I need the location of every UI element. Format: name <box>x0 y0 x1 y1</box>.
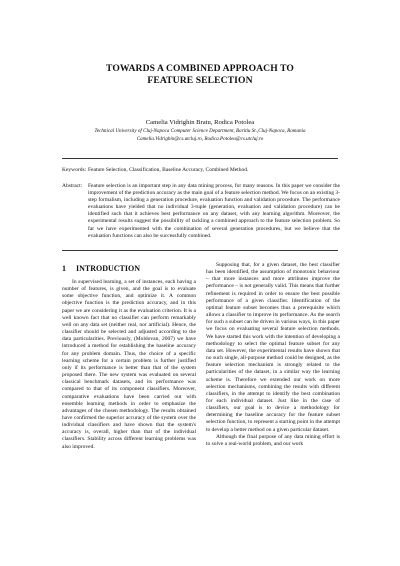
author-emails: Camelia.Vidrighin@cs.utcluj.ro, Rodica.Potolea@cs.utcluj.ro <box>136 135 264 142</box>
section-title: INTRODUCTION <box>76 264 141 273</box>
section-heading <box>62 264 140 273</box>
affiliation: Technical University of Cluj-Napoca Computer Science Department, Baritiu St.,Cluj-Napoca, Romania <box>94 128 306 134</box>
authors: Camelia Vidrighin Bratu, Rodica Potolea <box>145 119 255 126</box>
divider-bottom <box>62 250 338 251</box>
abstract-text: Feature selection is an important step in any data mining process, for many reasons. In this paper we consider the improvement of the prediction accuracy as the main goal of a feature selection method. We focus on an existing 3-step formalism, including a generation procedure, evaluation function and validation procedure. The performance evaluations have yielded that no individual 3-tuple (generation, evaluation and validation procedure) can be identified such that it achieves best performance on any dataset, with any learning algorithm. Moreover, the experimental results suggest the possibility of tackling a combined approach to the feature selection problem. So far we have experimented with the combination of several generation procedures, but we believe that the evaluation functions can also be successfully combined. <box>88 183 340 239</box>
abstract-label: Abstract: <box>62 183 83 189</box>
keywords-label: Keywords: <box>62 167 87 173</box>
title-line-1: TOWARDS A COMBINED APPROACH TO <box>106 63 294 74</box>
paper-title <box>40 63 360 87</box>
left-column <box>62 279 196 451</box>
keywords-text: Feature Selection, Classification, Baseline Accuracy, Combined Method. <box>88 167 249 173</box>
section-number: 1 <box>62 264 66 273</box>
right-paragraph-1: Supposing that, for a given dataset, the best classifier has been identified, the assumption of monotonic behaviour – that more instances and more attributes improve the performance – is not generally valid. This means that further refinement is required in order to ensure the best possible performance of a given classifier. Identification of the optimal feature subset becomes thus a prerequisite which allows a classifier to improve its performance. As the search for such a subset can be driven in various ways, in this paper we focus on evaluating several feature selection methods. We have started this work with the intention of developing a methodology to select the optimal feature subset for any data set. However, the experimental results have shown that no such single, all-purpose method could be designed, as the feature selection mechanism is strongly related to the particularities of the dataset, in a similar way the learning scheme is. Therefore we extended our work on more selection mechanisms, combining the results with different classifiers, in the attempt to identify the best combination for each individual dataset. Just like in the case of classifiers, our goal is to device a methodology for determining the baseline accuracy for the feature subset selection function, to represent a starting point in the attempt to develop a better method on a given particular dataset. <box>206 262 340 433</box>
right-paragraph-2: Although the final purpose of any data mining effort is to solve a real-world problem, and our work <box>206 433 340 447</box>
divider-top <box>62 158 338 159</box>
left-paragraph-1: In supervised learning, a set of instances, each having a number of features, is given, and the goal is to evaluate some objective function, and optimize it. A common objective function is the prediction accuracy, and in this paper we are considering it as the evaluation criterion. It is a well known fact that no classifier can perform remarkably well on any data set (neither real, nor artificial). Hence, the classifier should be selected and adjusted according to the data particularities. Previously, (Moldovan, 2007) we have introduced a method for establishing the baseline accuracy for any problem domain. Thus, the choice of a specific learning scheme for a certain problem is further justified only if its performance is better than that of the system proposed there. The new system was evaluated on several classical benchmark datasets, and its performance was compared to that of its component classifiers. Moreover, comparative evaluations have been carried out with ensemble learning methods in order to emphasize the advantages of the chosen methodology. The results obtained have confirmed the superior accuracy of the system over the individual classifiers and have shown that the system's accuracy is, overall, higher than that of the individual classifiers. Stability across different learning problems was also improved. <box>62 279 196 450</box>
right-column <box>206 262 340 448</box>
title-line-2: FEATURE SELECTION <box>147 75 253 86</box>
